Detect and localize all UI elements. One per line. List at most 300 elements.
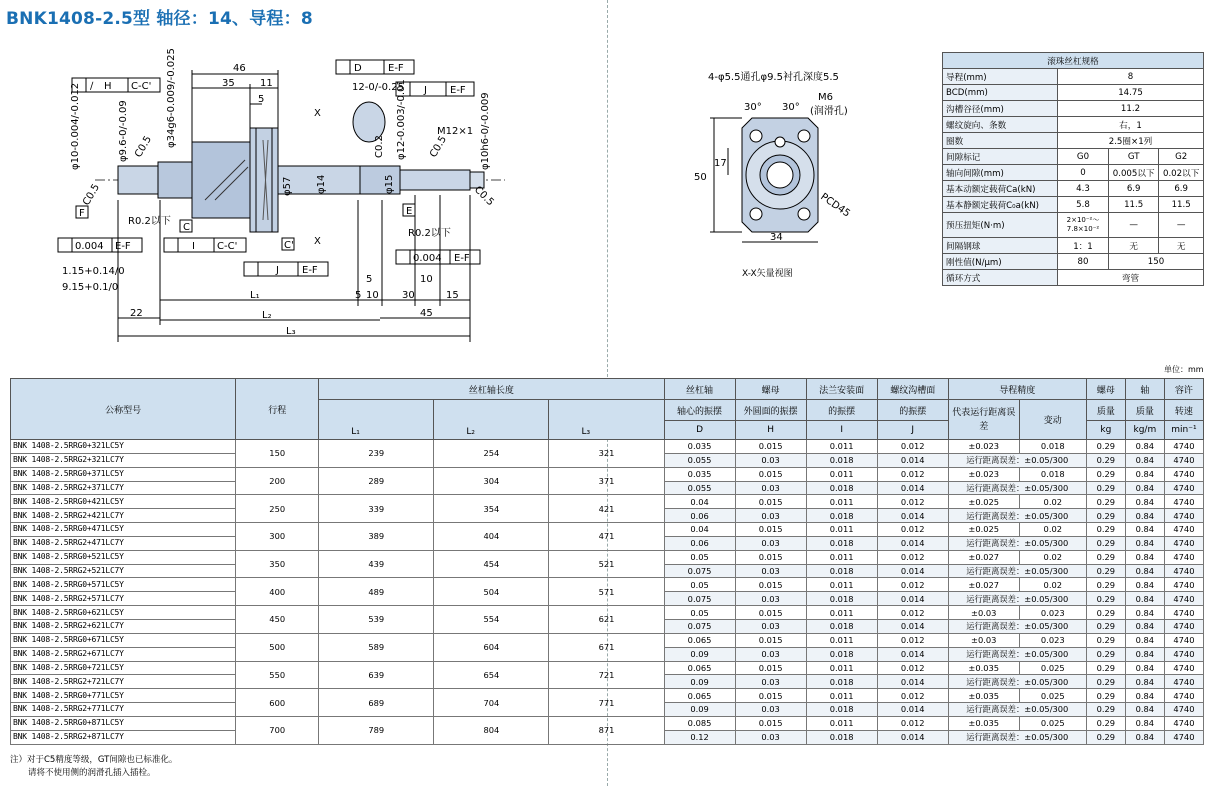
- table-cell: 4740: [1164, 495, 1203, 509]
- table-cell: 0.84: [1125, 606, 1164, 620]
- table-cell: 0.04: [664, 523, 735, 537]
- table-cell: 0.84: [1125, 523, 1164, 537]
- table-cell: 0.29: [1086, 703, 1125, 717]
- table-cell: 0.012: [877, 578, 948, 592]
- table-cell: 0.014: [877, 592, 948, 606]
- datum-c: C: [183, 222, 190, 233]
- table-cell: 0.06: [664, 509, 735, 523]
- table-cell: ±0.027: [948, 578, 1019, 592]
- table-cell: 571: [549, 578, 664, 606]
- lube-label: (润滑孔): [810, 106, 848, 117]
- table-cell: 0.05: [664, 550, 735, 564]
- spec-label: BCD(mm): [943, 85, 1058, 101]
- page-title: BNK1408-2.5型 轴径：14、导程：8: [6, 9, 313, 29]
- table-cell: 0.09: [664, 647, 735, 661]
- tol-h-symbol: ∕: [90, 81, 94, 92]
- table-cell: 0.84: [1125, 578, 1164, 592]
- spec-label: 循环方式: [943, 270, 1058, 286]
- table-cell: 0.29: [1086, 730, 1125, 744]
- table-cell: 0.018: [806, 703, 877, 717]
- fit-phi15: φ15: [384, 174, 395, 194]
- table-cell: 4740: [1164, 523, 1203, 537]
- table-cell: BNK 1408-2.5RRG0+671LC5Y: [11, 633, 236, 647]
- table-cell: BNK 1408-2.5RRG0+771LC5Y: [11, 689, 236, 703]
- table-cell: 0.023: [1019, 606, 1086, 620]
- table-cell: BNK 1408-2.5RRG2+421LC7Y: [11, 509, 236, 523]
- datum-f: F: [79, 208, 85, 219]
- tol-d: D: [354, 63, 362, 74]
- table-cell: ±0.03: [948, 633, 1019, 647]
- table-cell: 0.012: [877, 467, 948, 481]
- tol-j: J: [424, 85, 427, 96]
- col-lead-b: 变动: [1019, 400, 1086, 440]
- table-cell: 0.02: [1019, 550, 1086, 564]
- table-cell: 304: [434, 467, 549, 495]
- table-cell: 0.29: [1086, 467, 1125, 481]
- dim-l2: L₂: [262, 310, 272, 321]
- table-cell: 654: [434, 661, 549, 689]
- col-j-3: J: [877, 421, 948, 440]
- table-cell: 4740: [1164, 440, 1203, 454]
- dim-l3: L₃: [286, 326, 296, 337]
- table-cell: 0.84: [1125, 661, 1164, 675]
- spec-label: 间隔钢球: [943, 238, 1058, 254]
- dim-15: 15: [446, 290, 459, 301]
- col-speed-1: 容许: [1164, 379, 1203, 400]
- table-cell: 0.04: [664, 495, 735, 509]
- spec-value: 0.02以下: [1159, 165, 1204, 181]
- table-cell: 4740: [1164, 467, 1203, 481]
- table-cell: 0.29: [1086, 633, 1125, 647]
- col-lead-a: 代表运行距离误差: [948, 400, 1019, 440]
- spec-label: 基本静额定载荷C₀a(kN): [943, 197, 1058, 213]
- table-cell: BNK 1408-2.5RRG0+871LC5Y: [11, 716, 236, 730]
- spec-value: GT: [1109, 149, 1159, 165]
- table-cell: 0.012: [877, 606, 948, 620]
- table-cell: BNK 1408-2.5RRG0+521LC5Y: [11, 550, 236, 564]
- tol-004b: 0.004: [413, 253, 442, 264]
- table-cell: 0.29: [1086, 592, 1125, 606]
- table-cell: 0.015: [735, 523, 806, 537]
- table-cell: 0.011: [806, 523, 877, 537]
- table-cell: BNK 1408-2.5RRG0+471LC5Y: [11, 523, 236, 537]
- table-cell: BNK 1408-2.5RRG2+571LC7Y: [11, 592, 236, 606]
- spec-value: 11.5: [1159, 197, 1204, 213]
- table-cell: 4740: [1164, 509, 1203, 523]
- tol-ef: E-F: [388, 63, 404, 74]
- table-cell: 4740: [1164, 703, 1203, 717]
- col-h-2: 外圆面的振摆: [735, 400, 806, 421]
- table-cell: 0.29: [1086, 578, 1125, 592]
- r02-left: R0.2以下: [128, 216, 171, 227]
- table-cell: 0.011: [806, 440, 877, 454]
- table-cell: BNK 1408-2.5RRG0+721LC5Y: [11, 661, 236, 675]
- dim-17: 17: [714, 158, 727, 169]
- table-row: [11, 633, 1204, 647]
- spec-value: 6.9: [1109, 181, 1159, 197]
- table-cell: 771: [549, 689, 664, 717]
- table-cell: 0.84: [1125, 467, 1164, 481]
- spec-value: G0: [1058, 149, 1109, 165]
- table-cell: 0.012: [877, 716, 948, 730]
- table-cell: ±0.025: [948, 523, 1019, 537]
- table-row: [11, 689, 1204, 703]
- table-cell: 4740: [1164, 606, 1203, 620]
- table-cell: 289: [319, 467, 434, 495]
- table-cell: 200: [236, 467, 319, 495]
- col-i-2: 的振摆: [806, 400, 877, 421]
- col-speed-3: min⁻¹: [1164, 421, 1203, 440]
- table-cell: 0.84: [1125, 703, 1164, 717]
- thread-m12: M12×1: [437, 126, 474, 137]
- section-x-bottom: X: [314, 236, 321, 247]
- table-cell: 4740: [1164, 481, 1203, 495]
- table-cell: 789: [319, 716, 434, 744]
- dim-30: 30: [402, 290, 415, 301]
- table-row: [11, 495, 1204, 509]
- table-cell: 0.012: [877, 689, 948, 703]
- table-cell: 运行距离误差：±0.05/300: [948, 703, 1086, 717]
- table-cell: 0.05: [664, 578, 735, 592]
- table-cell: 运行距离误差：±0.05/300: [948, 509, 1086, 523]
- table-cell: 0.011: [806, 716, 877, 730]
- shaft-drawing: [0, 30, 600, 350]
- table-cell: 0.018: [806, 730, 877, 744]
- m6-label: M6: [818, 92, 833, 103]
- angle-left: 30°: [744, 102, 762, 113]
- table-cell: 0.84: [1125, 716, 1164, 730]
- table-cell: 621: [549, 606, 664, 634]
- col-h-1: 螺母: [735, 379, 806, 400]
- table-cell: 0.29: [1086, 536, 1125, 550]
- spec-value: 无: [1109, 238, 1159, 254]
- table-cell: 4740: [1164, 647, 1203, 661]
- table-cell: BNK 1408-2.5RRG0+371LC5Y: [11, 467, 236, 481]
- table-cell: 0.015: [735, 578, 806, 592]
- table-cell: 0.84: [1125, 453, 1164, 467]
- table-cell: 421: [549, 495, 664, 523]
- table-cell: BNK 1408-2.5RRG2+621LC7Y: [11, 619, 236, 633]
- spec-label: 圈数: [943, 133, 1058, 149]
- dimension-table: [10, 378, 1204, 745]
- spec-value: 0: [1058, 165, 1109, 181]
- table-cell: 254: [434, 440, 549, 468]
- spec-label: 刚性值(N/μm): [943, 254, 1058, 270]
- section-x-top: X: [314, 108, 321, 119]
- table-cell: 0.015: [735, 716, 806, 730]
- spec-label: 螺纹旋向、条数: [943, 117, 1058, 133]
- table-cell: 0.29: [1086, 495, 1125, 509]
- spec-value: 弯管: [1058, 270, 1204, 286]
- table-cell: 0.075: [664, 592, 735, 606]
- table-cell: 运行距离误差：±0.05/300: [948, 647, 1086, 661]
- table-cell: 539: [319, 606, 434, 634]
- spec-value: 2.5圈×1列: [1058, 133, 1204, 149]
- table-cell: 454: [434, 550, 549, 578]
- fit-phi96: φ9.6-0/-0.09: [118, 100, 129, 162]
- dim-11: 11: [260, 78, 273, 89]
- table-cell: 404: [434, 523, 549, 551]
- table-cell: 0.012: [877, 495, 948, 509]
- dim-35: 35: [222, 78, 235, 89]
- table-cell: 321: [549, 440, 664, 468]
- table-cell: 4740: [1164, 592, 1203, 606]
- table-cell: 0.84: [1125, 536, 1164, 550]
- table-cell: 0.018: [806, 592, 877, 606]
- table-cell: 0.014: [877, 703, 948, 717]
- table-cell: 471: [549, 523, 664, 551]
- col-d-1: 丝杠轴: [664, 379, 735, 400]
- col-shaft-length: 丝杠轴长度: [319, 379, 664, 400]
- table-cell: 4740: [1164, 578, 1203, 592]
- table-cell: 0.02: [1019, 495, 1086, 509]
- table-cell: 0.03: [735, 619, 806, 633]
- table-cell: 4740: [1164, 689, 1203, 703]
- table-cell: 0.015: [735, 606, 806, 620]
- table-cell: 0.02: [1019, 523, 1086, 537]
- col-nut-2: 质量: [1086, 400, 1125, 421]
- table-cell: 400: [236, 578, 319, 606]
- table-cell: 689: [319, 689, 434, 717]
- col-nut-1: 螺母: [1086, 379, 1125, 400]
- table-cell: 0.03: [735, 703, 806, 717]
- table-cell: 0.012: [877, 550, 948, 564]
- table-cell: 0.03: [735, 592, 806, 606]
- spec-value: 11.5: [1109, 197, 1159, 213]
- spec-label: 沟槽谷径(mm): [943, 101, 1058, 117]
- dim-10b: 10: [420, 274, 433, 285]
- table-cell: ±0.023: [948, 440, 1019, 454]
- table-cell: 0.018: [806, 619, 877, 633]
- fit-phi10h6: φ10h6-0/-0.009: [480, 92, 491, 170]
- table-cell: 0.84: [1125, 564, 1164, 578]
- table-cell: 运行距离误差：±0.05/300: [948, 619, 1086, 633]
- fit-phi10: φ10-0.004/-0.012: [70, 82, 81, 170]
- chamfer-left: C0.5: [81, 182, 103, 208]
- table-cell: 运行距离误差：±0.05/300: [948, 730, 1086, 744]
- dim-45: 45: [420, 308, 433, 319]
- table-cell: 0.011: [806, 578, 877, 592]
- spec-value: 150: [1109, 254, 1204, 270]
- col-l1: L₁: [319, 400, 434, 440]
- table-cell: 4740: [1164, 633, 1203, 647]
- r02-right: R0.2以下: [408, 228, 451, 239]
- table-cell: 0.015: [735, 467, 806, 481]
- dim-5b: 5: [355, 290, 362, 301]
- flange-view: [690, 66, 890, 266]
- col-speed-2: 转速: [1164, 400, 1203, 421]
- datum-e: E: [406, 206, 413, 217]
- tol-h: H: [104, 81, 112, 92]
- table-cell: 700: [236, 716, 319, 744]
- table-cell: 0.29: [1086, 564, 1125, 578]
- spec-label: 轴向间隙(mm): [943, 165, 1058, 181]
- table-row: [11, 716, 1204, 730]
- chamfer-c02: C0.2: [374, 135, 385, 158]
- table-cell: 4740: [1164, 453, 1203, 467]
- table-cell: ±0.03: [948, 606, 1019, 620]
- table-cell: BNK 1408-2.5RRG2+671LC7Y: [11, 647, 236, 661]
- table-cell: 0.29: [1086, 619, 1125, 633]
- table-cell: 704: [434, 689, 549, 717]
- spec-value: 1：1: [1058, 238, 1109, 254]
- spec-value: 0.005以下: [1109, 165, 1159, 181]
- table-cell: 0.29: [1086, 606, 1125, 620]
- pcd-label: PCD45: [818, 191, 852, 220]
- table-cell: 0.84: [1125, 689, 1164, 703]
- table-cell: 0.018: [806, 453, 877, 467]
- dim-50: 50: [694, 172, 707, 183]
- spec-value: 4.3: [1058, 181, 1109, 197]
- table-cell: 0.03: [735, 509, 806, 523]
- fit-phi57: φ57: [282, 176, 293, 196]
- angle-right: 30°: [782, 102, 800, 113]
- col-shaft-2: 质量: [1125, 400, 1164, 421]
- table-row: [11, 440, 1204, 454]
- table-cell: BNK 1408-2.5RRG2+871LC7Y: [11, 730, 236, 744]
- table-cell: 550: [236, 661, 319, 689]
- table-cell: 354: [434, 495, 549, 523]
- table-body: [11, 440, 1204, 745]
- table-cell: 0.84: [1125, 495, 1164, 509]
- table-cell: 0.014: [877, 509, 948, 523]
- tol-j2: J: [276, 265, 279, 276]
- table-cell: 0.025: [1019, 716, 1086, 730]
- table-cell: 0.035: [664, 467, 735, 481]
- table-cell: 0.055: [664, 453, 735, 467]
- table-cell: 0.84: [1125, 509, 1164, 523]
- table-cell: 4740: [1164, 675, 1203, 689]
- table-cell: 0.011: [806, 661, 877, 675]
- table-cell: 0.03: [735, 730, 806, 744]
- snap-ring-2: 9.15+0.1/0: [62, 282, 119, 293]
- col-model: 公称型号: [11, 379, 236, 440]
- table-cell: 521: [549, 550, 664, 578]
- datum-cp: C': [284, 240, 294, 251]
- table-cell: 0.12: [664, 730, 735, 744]
- table-cell: 0.018: [806, 481, 877, 495]
- table-cell: 4740: [1164, 564, 1203, 578]
- table-cell: 339: [319, 495, 434, 523]
- tol-ef3: E-F: [115, 241, 131, 252]
- table-cell: 0.018: [806, 647, 877, 661]
- table-cell: 721: [549, 661, 664, 689]
- table-cell: BNK 1408-2.5RRG2+471LC7Y: [11, 536, 236, 550]
- table-cell: ±0.035: [948, 716, 1019, 730]
- col-j-1: 螺纹沟槽面: [877, 379, 948, 400]
- table-cell: 0.29: [1086, 647, 1125, 661]
- table-cell: 0.075: [664, 619, 735, 633]
- fit-phi12: φ12-0.003/-0.01: [396, 79, 407, 160]
- table-cell: 0.03: [735, 564, 806, 578]
- col-shaft-1: 轴: [1125, 379, 1164, 400]
- spec-label: 预压扭矩(N·m): [943, 213, 1058, 238]
- table-row: [11, 467, 1204, 481]
- table-cell: 0.84: [1125, 730, 1164, 744]
- table-row: [11, 606, 1204, 620]
- table-cell: 0.09: [664, 675, 735, 689]
- snap-ring-1: 1.15+0.14/0: [62, 266, 125, 277]
- table-cell: 4740: [1164, 716, 1203, 730]
- col-d-3: D: [664, 421, 735, 440]
- table-cell: 0.012: [877, 633, 948, 647]
- spec-value: G2: [1159, 149, 1204, 165]
- tol-i: I: [192, 241, 195, 252]
- fit-phi34: φ34g6-0.009/-0.025: [166, 48, 177, 148]
- spec-value: —: [1109, 213, 1159, 238]
- spec-label: 基本动额定载荷Ca(kN): [943, 181, 1058, 197]
- tol-cc2: C-C': [217, 241, 238, 252]
- spec-value: 11.2: [1058, 101, 1204, 117]
- table-cell: 639: [319, 661, 434, 689]
- table-cell: 0.84: [1125, 647, 1164, 661]
- table-cell: 0.065: [664, 661, 735, 675]
- spec-table: [942, 52, 1204, 286]
- tol-ef5: E-F: [454, 253, 470, 264]
- table-cell: 0.03: [735, 647, 806, 661]
- table-cell: BNK 1408-2.5RRG0+321LC5Y: [11, 440, 236, 454]
- table-cell: 0.84: [1125, 481, 1164, 495]
- table-cell: 0.018: [806, 564, 877, 578]
- table-cell: ±0.027: [948, 550, 1019, 564]
- table-cell: 0.03: [735, 536, 806, 550]
- table-cell: 0.05: [664, 606, 735, 620]
- table-cell: 150: [236, 440, 319, 468]
- key-width: 12-0/-0.25: [352, 82, 404, 93]
- table-cell: 0.015: [735, 550, 806, 564]
- table-cell: 4740: [1164, 730, 1203, 744]
- table-cell: 604: [434, 633, 549, 661]
- tol-ef2: E-F: [450, 85, 466, 96]
- dim-l1: L₁: [250, 290, 260, 301]
- table-cell: 450: [236, 606, 319, 634]
- table-cell: 0.014: [877, 730, 948, 744]
- table-cell: 0.29: [1086, 523, 1125, 537]
- col-i-1: 法兰安装面: [806, 379, 877, 400]
- col-shaft-3: kg/m: [1125, 421, 1164, 440]
- spec-label: 导程(mm): [943, 69, 1058, 85]
- chamfer-right: C0.5: [428, 134, 450, 160]
- table-cell: 0.84: [1125, 619, 1164, 633]
- table-cell: 0.014: [877, 675, 948, 689]
- footnote-line: 请将不使用侧的润滑孔插入插栓。: [28, 768, 156, 778]
- table-cell: BNK 1408-2.5RRG2+521LC7Y: [11, 564, 236, 578]
- table-cell: BNK 1408-2.5RRG0+421LC5Y: [11, 495, 236, 509]
- table-cell: 0.011: [806, 606, 877, 620]
- spec-value: 80: [1058, 254, 1109, 270]
- table-cell: 运行距离误差：±0.05/300: [948, 536, 1086, 550]
- table-cell: 4740: [1164, 550, 1203, 564]
- table-cell: 0.011: [806, 633, 877, 647]
- col-j-2: 的振摆: [877, 400, 948, 421]
- footnote: [10, 754, 177, 780]
- spec-value: 2×10⁻²～7.8×10⁻²: [1058, 213, 1109, 238]
- table-cell: 0.011: [806, 550, 877, 564]
- table-cell: BNK 1408-2.5RRG0+571LC5Y: [11, 578, 236, 592]
- table-cell: 0.29: [1086, 675, 1125, 689]
- tol-cc: C-C': [131, 81, 152, 92]
- table-cell: 350: [236, 550, 319, 578]
- footnote-line: 注）对于C5精度等级，GT间隙也已标准化。: [10, 755, 178, 765]
- spec-value: 14.75: [1058, 85, 1204, 101]
- col-stroke: 行程: [236, 379, 319, 440]
- spec-value: 6.9: [1159, 181, 1204, 197]
- table-cell: 0.29: [1086, 481, 1125, 495]
- table-cell: 871: [549, 716, 664, 744]
- col-lead: 导程精度: [948, 379, 1086, 400]
- table-cell: 0.03: [735, 675, 806, 689]
- holes-note: 4-φ5.5通孔φ9.5衬孔深度5.5: [708, 72, 839, 83]
